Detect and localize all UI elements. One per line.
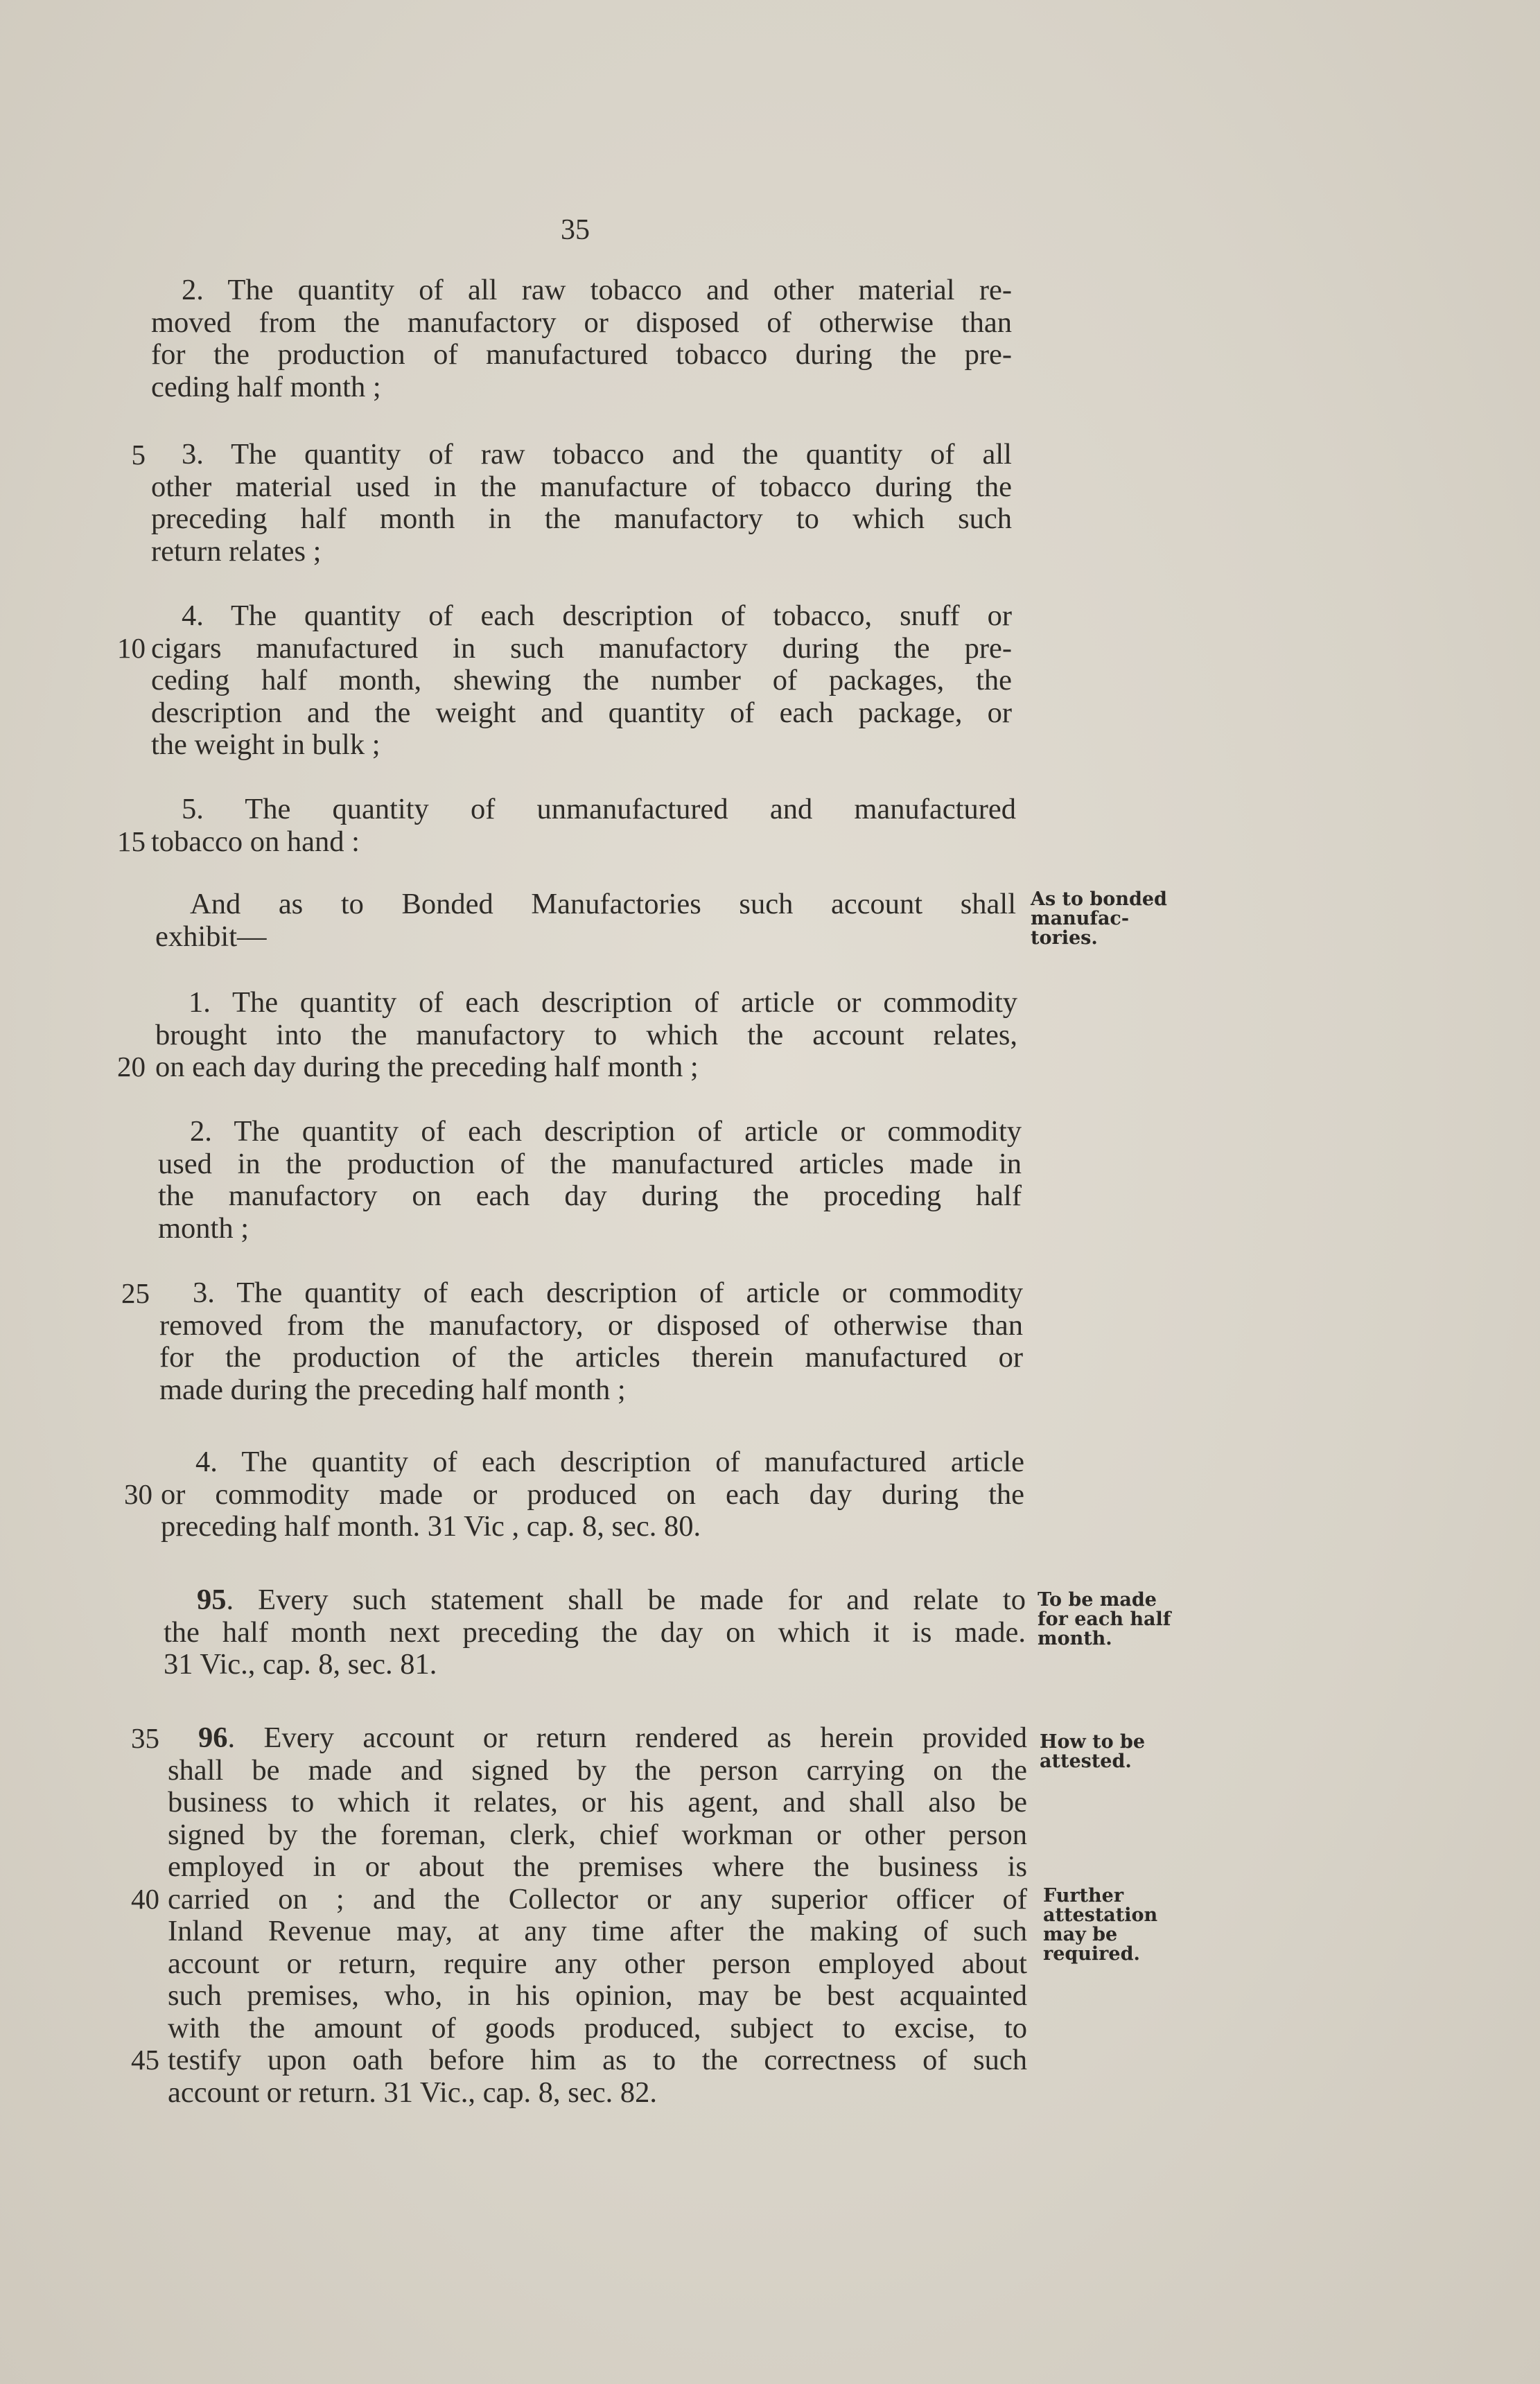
text-line: 2. The quantity of all raw tobacco and other material re- [182,274,1012,306]
text-line: employed in or about the premises where the business is [168,1850,1027,1883]
section-95 [164,1584,1026,1681]
text-line: the weight in bulk ; [151,728,380,761]
text-line: tobacco on hand : [151,825,360,858]
text-line: brought into the manufactory to which the account relates, [155,1018,1017,1051]
text-line: used in the production of the manufactured articles made in [158,1147,1022,1180]
text-line-rest: . Every such statement shall be made for and relate to [226,1584,1026,1616]
text-line: month ; [158,1211,250,1245]
line-number: 30 [124,1478,152,1510]
text-line: the manufactory on each day during the proceding half [158,1180,1022,1212]
text-line: 4. The quantity of each description of tobacco, snuff or [182,599,1012,632]
clause-3-tobacco-used [151,439,1012,568]
text-line: ceding half month ; [151,370,381,403]
text-line: ceding half month, shewing the number of packages, the [151,664,1012,696]
text-line: 4. The quantity of each description of manufactured article [195,1446,1024,1478]
line-number: 15 [117,825,146,857]
line-number: 40 [131,1883,159,1915]
text-line: signed by the foreman, clerk, chief workman or other person [168,1818,1027,1851]
text-line: made during the preceding half month ; [159,1373,626,1406]
text-line: 3. The quantity of each description of article or commodity [193,1277,1023,1309]
text-line [164,1584,1026,1617]
margin-note-line: tories. [1031,927,1098,949]
margin-note-half-month [1038,1590,1190,1649]
text-line: cigars manufactured in such manufactory during the pre- [151,631,1012,665]
text-line: testify upon oath before him as to the correctness of such [168,2044,1027,2076]
text-line: return relates ; [151,534,322,568]
text-line: 1. The quantity of each description of article or commodity [189,986,1017,1019]
clause-2-tobacco-removed [151,274,1012,403]
bonded-clause-3 [159,1277,1023,1406]
margin-note-line: Further [1043,1885,1124,1907]
clause-5-tobacco-on-hand [151,794,1016,858]
clause-4-tobacco-manufactured [151,600,1012,762]
line-number: 20 [117,1051,146,1083]
text-line [168,1722,1027,1755]
margin-note-bonded-manufactories [1031,890,1183,948]
text-line: the half month next preceding the day on which it is made. [164,1615,1026,1649]
margin-note-line: To be made [1038,1589,1157,1611]
margin-note-line: manufac- [1031,908,1130,929]
bonded-clause-2 [158,1116,1022,1245]
line-number: 35 [131,1722,159,1754]
text-line: 2. The quantity of each description of article or commodity [190,1115,1022,1148]
text-line: other material used in the manufacture of tobacco during the [151,470,1012,503]
line-number: 10 [117,632,146,664]
text-line: Inland Revenue may, at any time after the making of such [168,1915,1027,1947]
text-line: or commodity made or produced on each day during the [161,1478,1024,1511]
text-line-rest: . Every account or return rendered as herein provided [227,1721,1027,1754]
margin-note-line: How to be [1040,1731,1146,1753]
line-number: 5 [131,439,146,471]
text-line: 31 Vic., cap. 8, sec. 81. [164,1648,437,1681]
text-line: on each day during the preceding half month ; [155,1051,699,1083]
margin-note-line: attestation [1043,1904,1158,1926]
margin-note-line: attested. [1040,1751,1132,1772]
section-96 [168,1722,1027,2109]
text-line: removed from the manufactory, or disposed of otherwise than [159,1308,1023,1342]
page-number: 35 [561,214,590,246]
margin-note-line: month. [1038,1628,1112,1649]
text-line: account or return. 31 Vic., cap. 8, sec. 82. [168,2076,657,2109]
text-line: shall be made and signed by the person carrying on the [168,1753,1027,1787]
section-number: 95 [197,1584,227,1616]
text-line: account or return, require any other person employed about [168,1947,1027,1980]
text-line: description and the weight and quantity of each package, or [151,696,1012,729]
text-line: for the production of manufactured tobacco during the pre- [151,338,1012,371]
margin-note-further-attestation [1043,1886,1196,1964]
text-line: with the amount of goods produced, subject to excise, to [168,2011,1027,2044]
text-line: preceding half month. 31 Vic , cap. 8, sec. 80. [161,1510,701,1543]
margin-note-line: may be [1043,1924,1118,1945]
text-line: 3. The quantity of raw tobacco and the quantity of all [182,438,1012,471]
text-line: such premises, who, in his opinion, may be best acquainted [168,1979,1027,2012]
line-number: 45 [131,2044,159,2076]
text-line: business to which it relates, or his agent, and shall also be [168,1786,1027,1818]
margin-note-line: for each half [1038,1609,1171,1630]
text-line: for the production of the articles therein manufactured or [159,1341,1023,1374]
bonded-clause-1 [155,987,1017,1084]
line-number: 25 [121,1277,150,1309]
text-line: carried on ; and the Collector or any superior officer of [168,1882,1027,1916]
text-line: moved from the manufactory or disposed of otherwise than [151,306,1012,339]
margin-note-attested [1040,1733,1192,1771]
text-line: preceding half month in the manufactory to which such [151,502,1012,535]
margin-note-line: required. [1043,1943,1140,1965]
text-line: 5. The quantity of unmanufactured and manufactured [182,793,1016,825]
bonded-clause-4 [161,1446,1024,1543]
section-number: 96 [198,1721,228,1754]
text-line: exhibit— [155,920,267,953]
bonded-manufactories-intro [155,888,1016,953]
margin-note-line: As to bonded [1031,888,1167,910]
text-line: And as to Bonded Manufactories such account shall [190,888,1016,920]
